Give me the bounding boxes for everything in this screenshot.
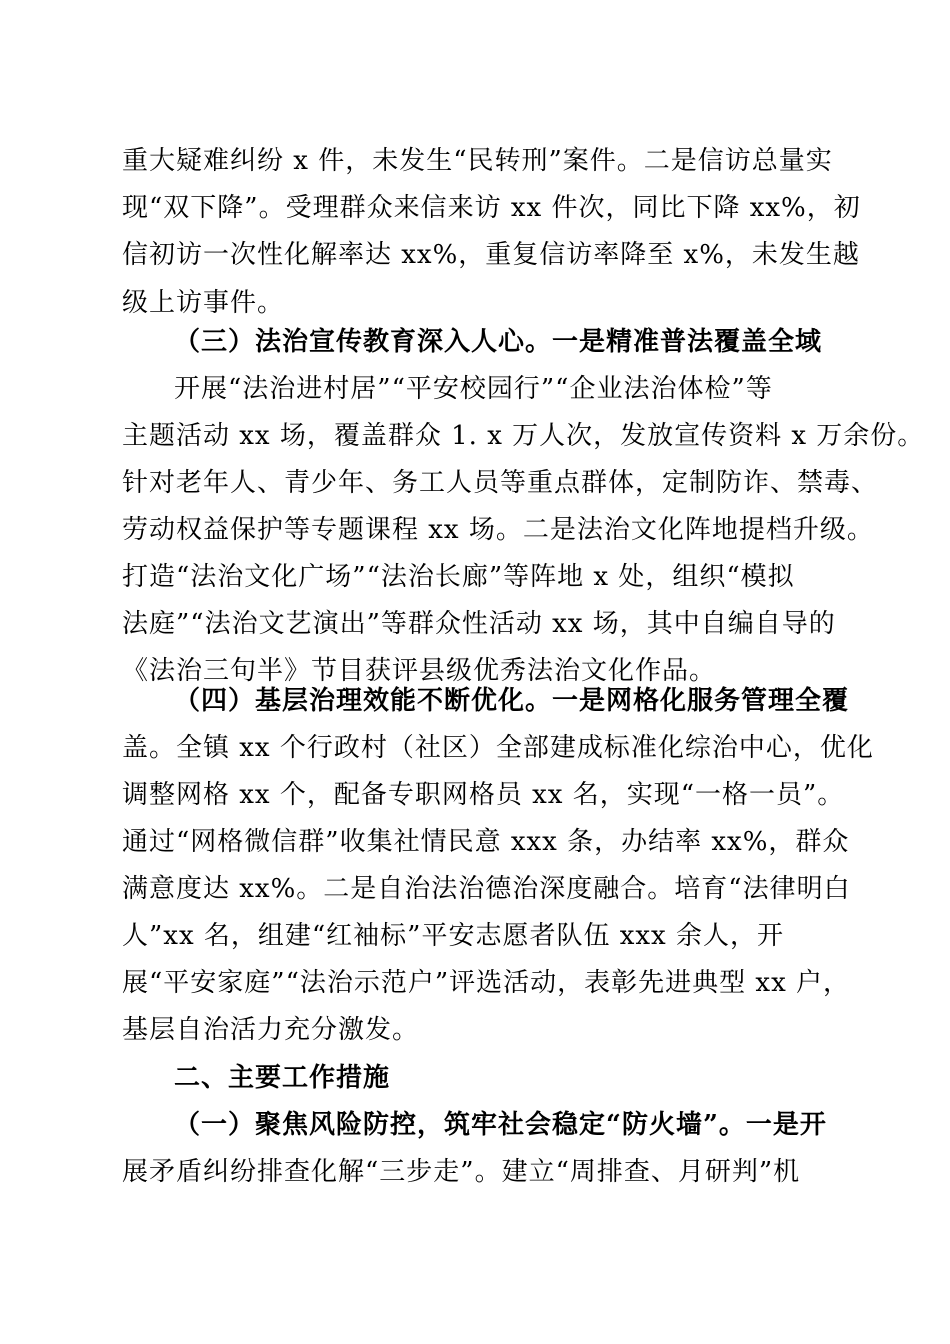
paragraph-line: 开展“法治进村居”“平安校园行”“企业法治体检”等: [174, 374, 773, 404]
section-heading-3: （三）法治宣传教育深入人心。一是精准普法覆盖全域: [174, 327, 823, 357]
paragraph-line: 劳动权益保护等专题课程 xx 场。二是法治文化阵地提档升级。: [122, 515, 874, 545]
paragraph-line: 通过“网格微信群”收集社情民意 xxx 条，办结率 xx%，群众: [122, 827, 850, 857]
chapter-heading: 二、主要工作措施: [174, 1063, 391, 1093]
paragraph-line: 调整网格 xx 个，配备专职网格员 xx 名，实现“一格一员”。: [122, 780, 845, 810]
paragraph-line: 现“双下降”。受理群众来信来访 xx 件次，同比下降 xx%，初: [122, 193, 861, 223]
paragraph-line: 满意度达 xx%。二是自治法治德治深度融合。培育“法律明白: [122, 874, 851, 904]
paragraph-line: 基层自治活力充分激发。: [122, 1015, 420, 1045]
paragraph-line: 展矛盾纠纷排查化解“三步走”。建立“周排查、月研判”机: [122, 1157, 801, 1187]
paragraph-line: 法庭”“法治文艺演出”等群众性活动 xx 场，其中自编自导的: [122, 609, 836, 639]
paragraph-line: 打造“法治文化广场”“法治长廊”等阵地 x 处，组织“模拟: [122, 562, 795, 592]
section-heading-4: （四）基层治理效能不断优化。一是网格化服务管理全覆: [174, 686, 850, 716]
paragraph-line: 针对老年人、青少年、务工人员等重点群体，定制防诈、禁毒、: [122, 468, 879, 498]
paragraph-line: 《法治三句半》节目获评县级优秀法治文化作品。: [122, 656, 717, 686]
paragraph-line: 人”xx 名，组建“红袖标”平安志愿者队伍 xxx 余人，开: [122, 921, 784, 951]
paragraph-line: 盖。全镇 xx 个行政村（社区）全部建成标准化综治中心，优化: [122, 733, 874, 763]
paragraph-line: 主题活动 xx 场，覆盖群众 1. x 万人次，发放宣传资料 x 万余份。: [122, 421, 925, 451]
paragraph-line: 信初访一次性化解率达 xx%，重复信访率降至 x%，未发生越: [122, 240, 860, 270]
section-heading-1: （一）聚焦风险防控，筑牢社会稳定“防火墙”。一是开: [174, 1110, 827, 1140]
paragraph-line: 级上访事件。: [122, 288, 285, 318]
paragraph-line: 展“平安家庭”“法治示范户”评选活动，表彰先进典型 xx 户，: [122, 968, 851, 998]
paragraph-line: 重大疑难纠纷 x 件，未发生“民转刑”案件。二是信访总量实: [122, 146, 833, 176]
